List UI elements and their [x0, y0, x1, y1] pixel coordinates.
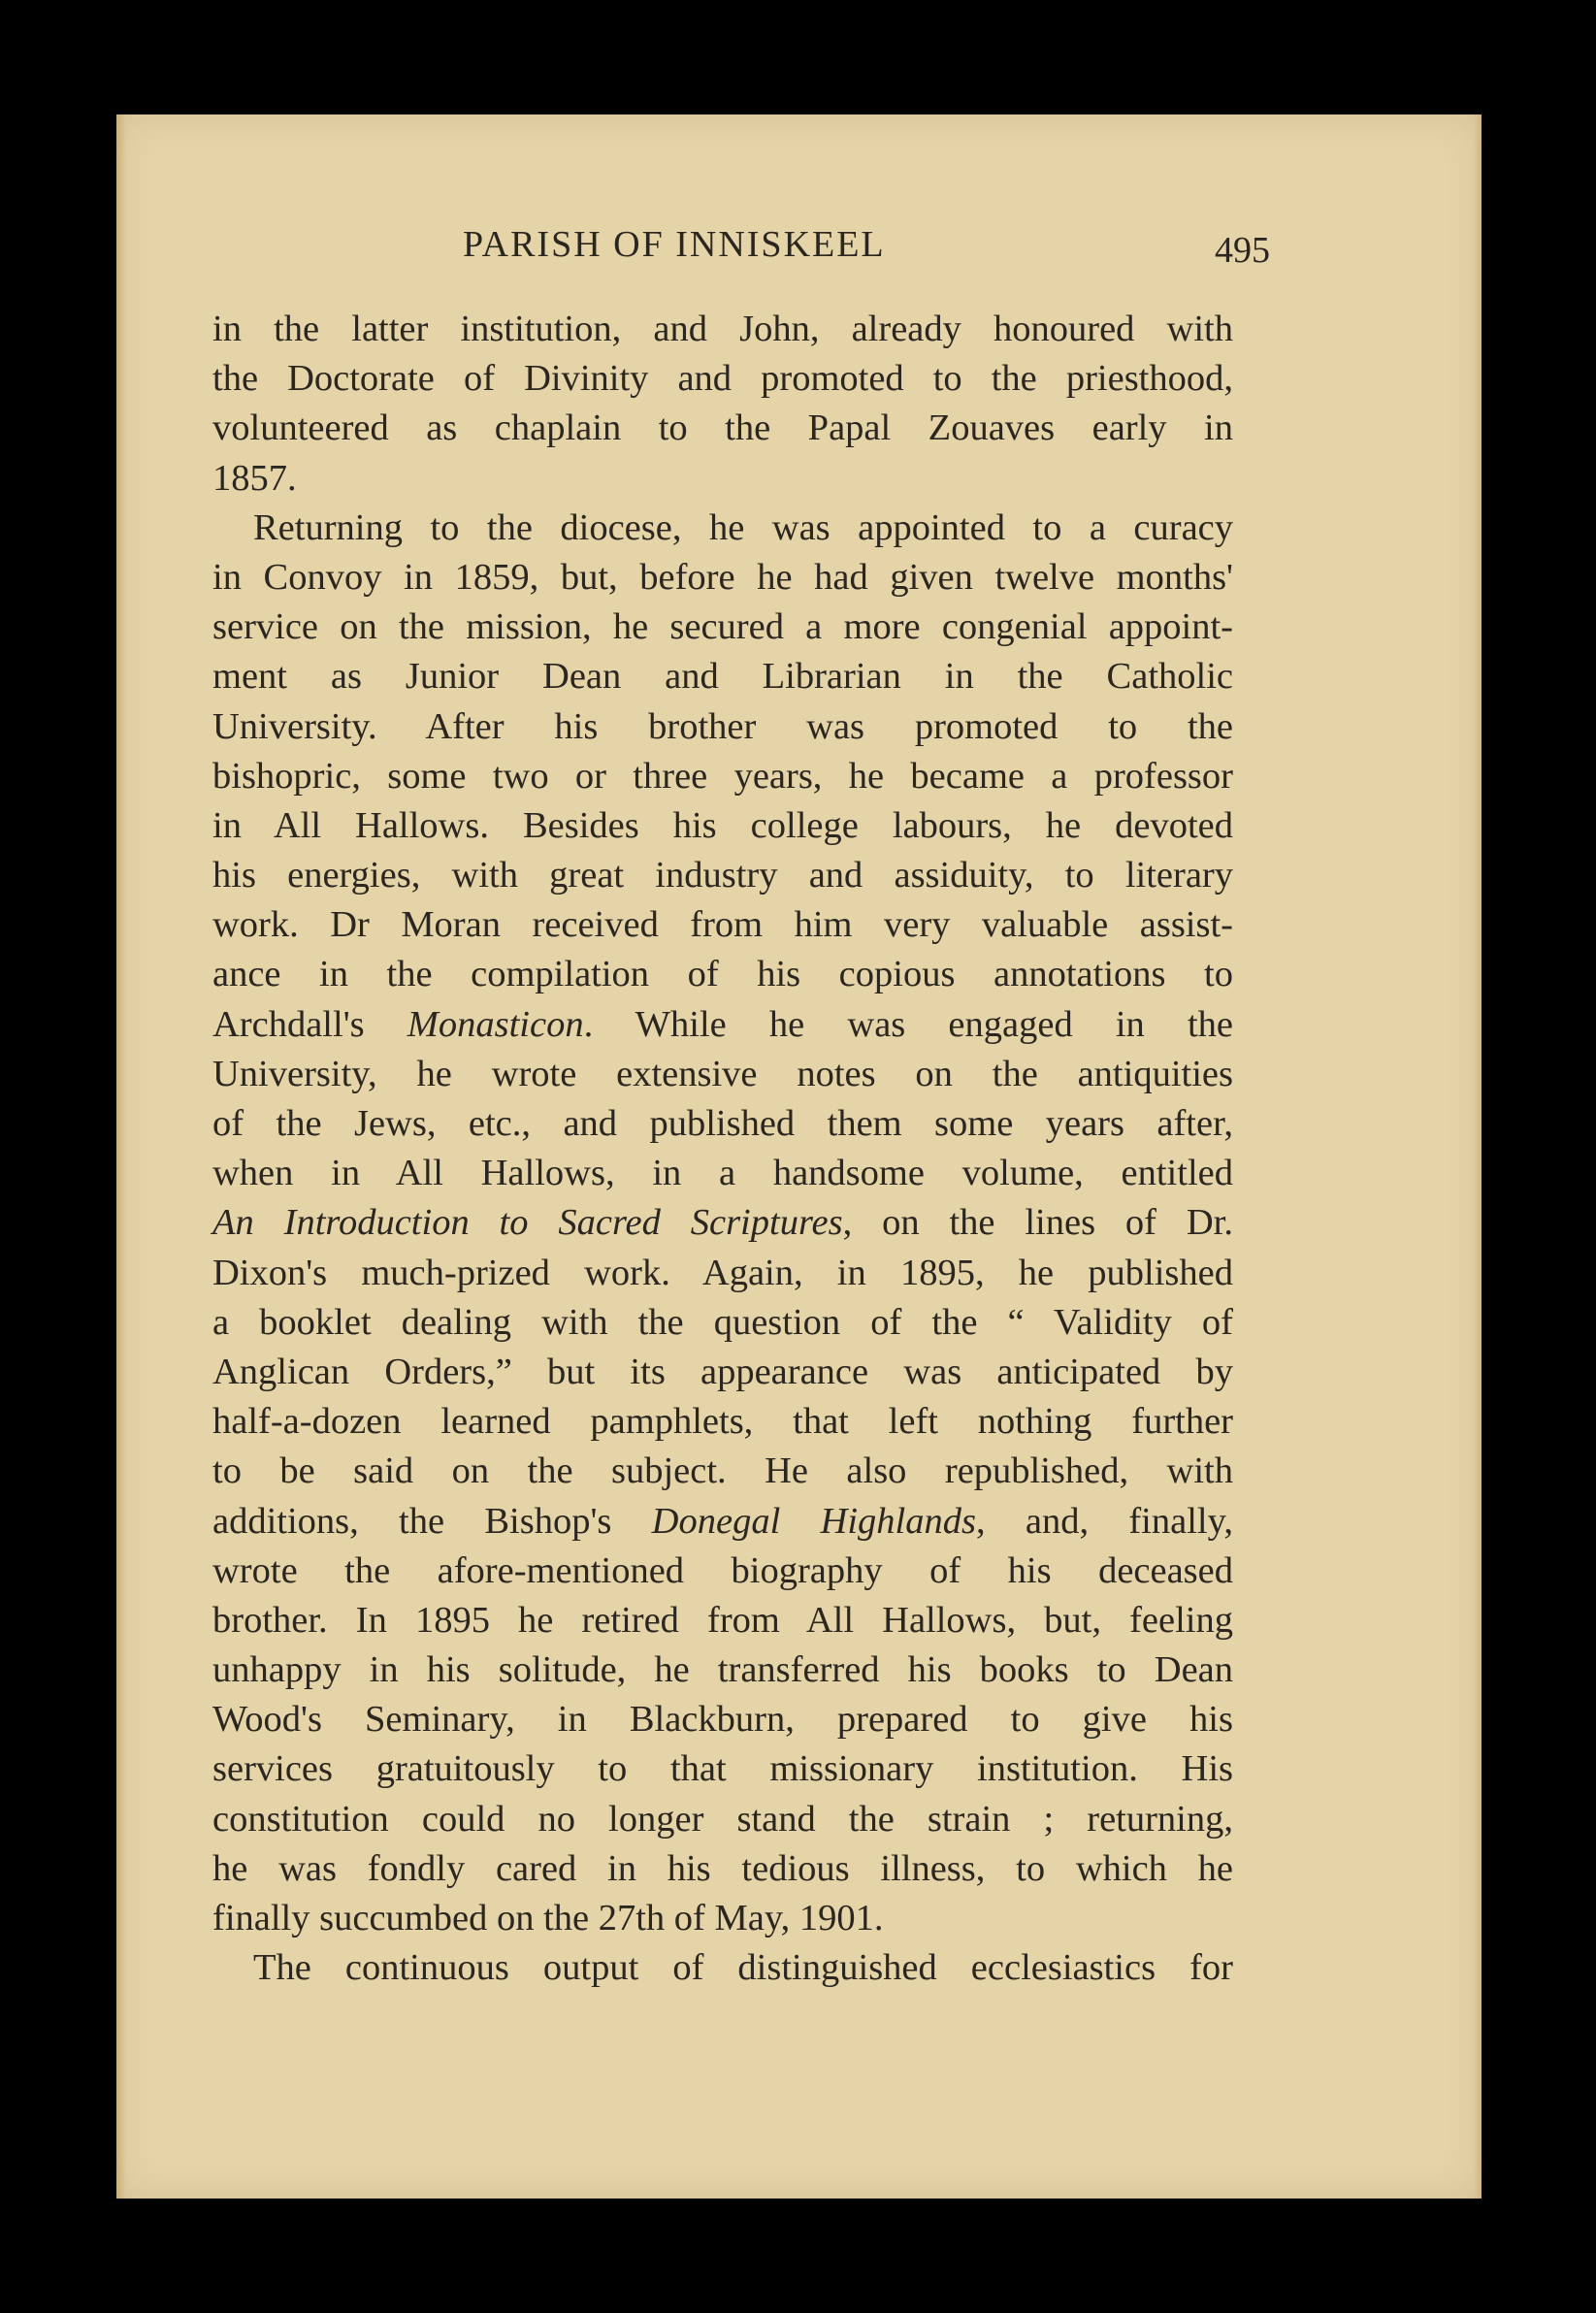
- text-line: to be said on the subject. He also republished, with: [212, 1450, 1233, 1492]
- text-line: Archdall's Monasticon. While he was engaged in the: [212, 1003, 1233, 1045]
- text-line: bishopric, some two or three years, he became a professor: [212, 755, 1233, 797]
- italic-title: Monasticon: [407, 1003, 584, 1045]
- text-line: a booklet dealing with the question of the “ Validity of: [212, 1301, 1233, 1343]
- text-line: Wood's Seminary, in Blackburn, prepared to give his: [212, 1699, 1233, 1741]
- text-line: finally succumbed on the 27th of May, 1901.: [212, 1898, 884, 1938]
- text-line: constitution could no longer stand the strain ; returning,: [212, 1798, 1233, 1840]
- page-number: 495: [1215, 230, 1270, 271]
- text-line: Dixon's much-prized work. Again, in 1895, he published: [212, 1252, 1233, 1293]
- text-line: when in All Hallows, in a handsome volume, entitled: [212, 1153, 1233, 1194]
- text-line: The continuous output of distinguished ecclesiastics for: [253, 1947, 1233, 1989]
- text-line: work. Dr Moran received from him very valuable assist-: [212, 904, 1233, 946]
- text-line: half-a-dozen learned pamphlets, that left nothing further: [212, 1401, 1233, 1443]
- text-line: the Doctorate of Divinity and promoted to the priesthood,: [212, 358, 1233, 400]
- text-line: his energies, with great industry and assiduity, to literary: [212, 855, 1233, 896]
- text-line: in the latter institution, and John, already honoured with: [212, 309, 1233, 349]
- body-text: [212, 305, 1233, 1993]
- text-line: ment as Junior Dean and Librarian in the Catholic: [212, 656, 1233, 698]
- text-line: University, he wrote extensive notes on the antiquities: [212, 1053, 1233, 1094]
- text-line: in All Hallows. Besides his college labours, he devoted: [212, 804, 1233, 846]
- running-head: [116, 223, 1482, 281]
- text-line: services gratuitously to that missionary institution. His: [212, 1748, 1233, 1790]
- text-line: An Introduction to Sacred Scriptures, on the lines of Dr.: [212, 1202, 1233, 1244]
- text-line: Anglican Orders,” but its appearance was anticipated by: [212, 1351, 1233, 1392]
- text-line: 1857.: [212, 457, 297, 499]
- book-page: [116, 114, 1482, 2199]
- text-line: additions, the Bishop's Donegal Highlands, and, finally,: [212, 1500, 1233, 1542]
- text-line: wrote the afore-mentioned biography of his deceased: [212, 1549, 1233, 1591]
- text-line: brother. In 1895 he retired from All Hallows, but, feeling: [212, 1599, 1233, 1641]
- italic-title: An Introduction to Sacred Scriptures: [212, 1202, 843, 1244]
- text-line: ance in the compilation of his copious annotations to: [212, 954, 1233, 995]
- text-line: he was fondly cared in his tedious illness, to which he: [212, 1847, 1233, 1889]
- text-line: of the Jews, etc., and published them some years after,: [212, 1103, 1233, 1144]
- text-line: unhappy in his solitude, he transferred his books to Dean: [212, 1649, 1233, 1691]
- text-line: volunteered as chaplain to the Papal Zouaves early in: [212, 407, 1233, 449]
- text-line: Returning to the diocese, he was appointed to a curacy: [253, 506, 1233, 548]
- italic-title: Donegal Highlands: [651, 1500, 976, 1542]
- text-line: University. After his brother was promoted to the: [212, 705, 1233, 747]
- running-title: PARISH OF INNISKEEL: [463, 224, 886, 265]
- text-line: in Convoy in 1859, but, before he had given twelve months': [212, 556, 1233, 598]
- text-line: service on the mission, he secured a more congenial appoint-: [212, 606, 1233, 648]
